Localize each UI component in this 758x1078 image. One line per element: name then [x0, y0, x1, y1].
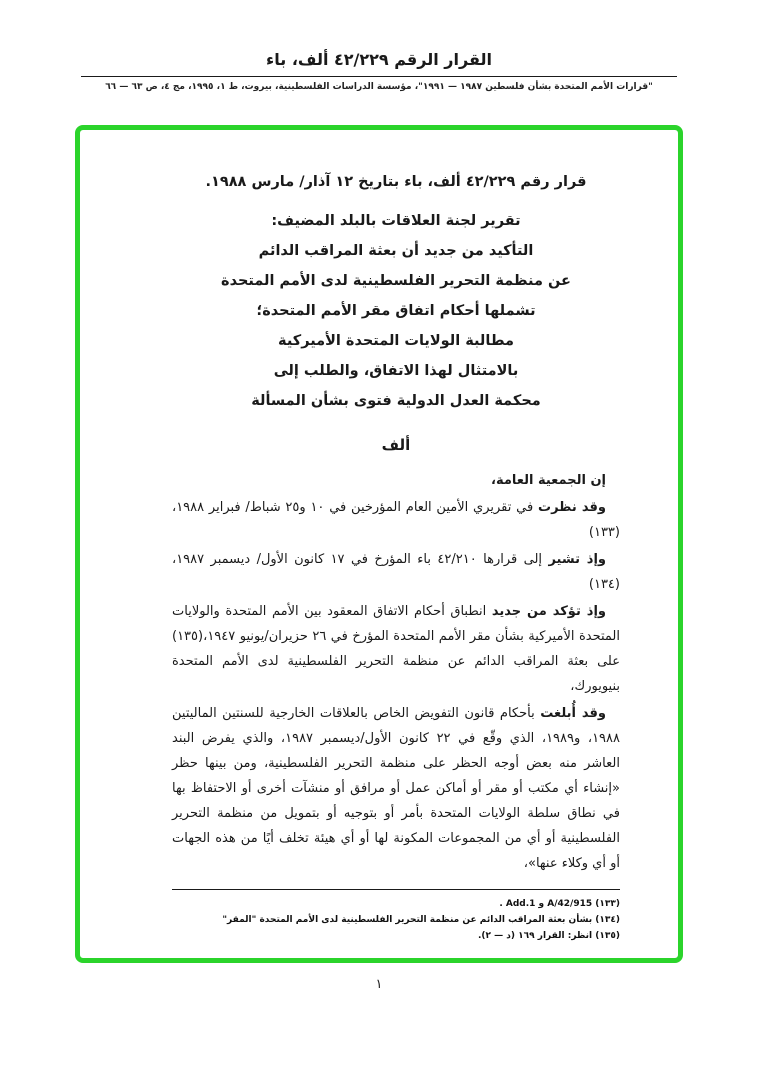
- paragraph-text: بأحكام قانون التفويض الخاص بالعلاقات الخارجية للسنتين الماليتين ١٩٨٨، و١٩٨٩، الذي وقّع في ٢٢ كانون الأول/ديسمبر ١٩٨٧، والذي يفرض البند العاشر منه بعض أوجه الحظر على منظمة التحرير الفلسطينية، ومن بينها حظر «إنشاء أي مكتب أو مقر أو أماكن عمل أو مرافق أو منشآت أخرى أو الاحتفاظ بها في نطاق سلطة الولايات المتحدة بأمر أو بتوجيه أو بتمويل من منظمة التحرير الفلسطينية أو أي من المجموعات المكونة لها أو أي هيئة تخلف أيًا من هذه الجهات أو أي وكلاء عنها»،: [172, 706, 620, 871]
- subject-line: مطالبة الولايات المتحدة الأميركية: [278, 333, 514, 349]
- subject-line: بالامتثال لهذا الاتفاق، والطلب إلى: [273, 363, 519, 379]
- paragraph-text: في تقريري الأمين العام المؤرخين في ١٠ و٢٥ شباط/ فبراير ١٩٨٨،(١٣٣): [172, 500, 620, 540]
- subject-line: عن منظمة التحرير الفلسطينية لدى الأمم المتحدة: [221, 273, 571, 289]
- subject-line: محكمة العدل الدولية فتوى بشأن المسألة: [251, 393, 541, 409]
- header-citation: "قرارات الأمم المتحدة بشأن فلسطين ١٩٨٧ — ١٩٩١"، مؤسسة الدراسات الفلسطينية، بيروت، ط ١، ١٩٩٥، مج ٤، ص ٦٣ — ٦٦: [105, 82, 653, 92]
- resolution-frame: [75, 125, 683, 963]
- paragraph: [172, 495, 620, 545]
- paragraph-preamble: [172, 468, 620, 493]
- page-header: [0, 50, 758, 92]
- section-label-alif: ألف: [381, 436, 411, 454]
- resolution-body: [172, 468, 620, 878]
- subject-line: تشملها أحكام اتفاق مقر الأمم المتحدة؛: [256, 303, 536, 319]
- paragraph-lead: وقد نظرت: [538, 500, 606, 515]
- paragraph-lead: وقد أُبلغت: [540, 706, 607, 721]
- paragraph-lead: وإذ تشير: [548, 552, 606, 567]
- footnotes-block: [172, 889, 620, 944]
- page-number: ١: [375, 977, 383, 992]
- paragraph-lead: وإذ تؤكد من جديد: [491, 604, 606, 619]
- paragraph: [172, 599, 620, 699]
- resolution-subject-block: [172, 206, 620, 416]
- paragraph-text: انطباق أحكام الاتفاق المعقود بين الأمم المتحدة والولايات المتحدة الأميركية بشأن مقر الأمم المتحدة المؤرخ في ٢٦ حزيران/يونيو ١٩٤٧،(١٣٥) على بعثة المراقب الدائم عن منظمة التحرير الفلسطينية لدى الأمم المتحدة بنيويورك،: [172, 604, 620, 694]
- paragraph-text: إلى قرارها ٤٢/٢١٠ باء المؤرخ في ١٧ كانون الأول/ ديسمبر ١٩٨٧،(١٣٤): [172, 552, 620, 592]
- footnote: (١٣٣) A/42/915 و Add.1 .: [499, 899, 620, 909]
- paragraph: [172, 547, 620, 597]
- footnote-divider: [172, 889, 620, 890]
- subject-line: التأكيد من جديد أن بعثة المراقب الدائم: [258, 243, 534, 259]
- header-divider: [81, 76, 677, 77]
- paragraph-lead: إن الجمعية العامة،: [491, 473, 606, 488]
- paragraph: [172, 701, 620, 876]
- footnote: (١٣٥) انظر: القرار ١٦٩ (د — ٢).: [477, 931, 620, 941]
- subject-line: تقرير لجنة العلاقات بالبلد المضيف:: [271, 213, 521, 229]
- header-title: القرار الرقم ٤٢/٢٢٩ ألف، باء: [266, 50, 492, 69]
- footnote: (١٣٤) بشأن بعثة المراقب الدائم عن منظمة التحرير الفلسطينية لدى الأمم المتحدة "المقر": [222, 915, 620, 925]
- resolution-heading: قرار رقم ٤٢/٢٢٩ ألف، باء بتاريخ ١٢ آذار/ مارس ١٩٨٨.: [205, 174, 587, 190]
